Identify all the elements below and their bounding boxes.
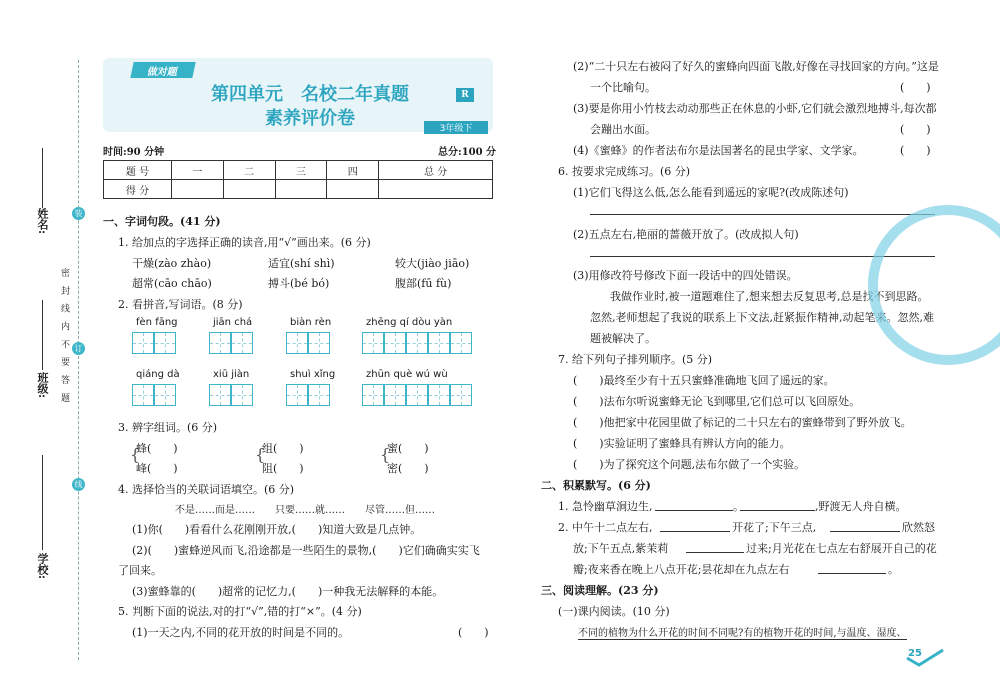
school-line xyxy=(42,455,43,550)
memorize-2d: 放;下午五点,紫茉莉 xyxy=(573,542,669,555)
score-header: 三 xyxy=(275,161,327,180)
answer-paren[interactable]: ( ) xyxy=(900,123,931,136)
cut-line xyxy=(78,60,79,660)
section-2-heading: 二、积累默写。(6 分) xyxy=(541,479,651,492)
q4-line[interactable]: (1)你( )看看什么花刚刚开放,( )知道大致是几点钟。 xyxy=(132,523,422,536)
write-box-group[interactable] xyxy=(132,332,176,354)
memorize-1c: ,野渡无人舟自横。 xyxy=(815,500,907,513)
binding-margin xyxy=(0,0,95,695)
q1-item[interactable]: 适宜(shí shì) xyxy=(268,257,335,270)
q1-item[interactable]: 较大(jiào jiāo) xyxy=(395,257,470,270)
seal-circle-2: 订 xyxy=(72,342,85,355)
q3-item[interactable]: 阻( ) xyxy=(262,462,304,475)
pinyin: qiáng dà xyxy=(136,369,180,380)
name-label: 姓名: xyxy=(36,208,49,235)
name-line xyxy=(42,148,43,208)
pinyin: zhēng qí dòu yàn xyxy=(366,317,453,328)
answer-line[interactable] xyxy=(590,214,935,215)
memorize-2b: 开花了;下午三点, xyxy=(732,521,817,534)
section-1-heading: 一、字词句段。(41 分) xyxy=(103,215,221,228)
q6-paragraph-line: 题被解决了。 xyxy=(590,332,656,345)
pinyin: jiān chá xyxy=(213,317,253,328)
q3-item[interactable]: 蜜( ) xyxy=(387,442,429,455)
write-box-group[interactable] xyxy=(286,332,330,354)
q6-paragraph-line: 我做作业时,被一道题难住了,想来想去反复思考,总是找不到思路。 xyxy=(610,290,929,303)
reading-subheading: (一)课内阅读。(10 分) xyxy=(558,605,670,618)
q3-item[interactable]: 蜂( ) xyxy=(136,442,178,455)
write-box-group[interactable] xyxy=(132,384,176,406)
blank[interactable] xyxy=(686,552,744,553)
score-table xyxy=(103,160,493,199)
write-box-group[interactable] xyxy=(286,384,330,406)
seal-circle-3: 线 xyxy=(72,478,85,491)
score-row-label: 得 分 xyxy=(104,180,172,199)
memorize-2f: 瓣;夜来香在晚上八点开花;昙花却在九点左右 xyxy=(573,563,790,576)
blank[interactable] xyxy=(818,573,886,574)
score-cell[interactable] xyxy=(327,180,379,199)
q3-item[interactable]: 密( ) xyxy=(387,462,429,475)
blank[interactable] xyxy=(655,510,733,511)
q5-item: (4)《蜜蜂》的作者法布尔是法国著名的昆虫学家、文学家。 xyxy=(573,144,864,157)
total-label: 总分:100 分 xyxy=(438,147,497,158)
write-box-group[interactable] xyxy=(362,384,472,406)
memorize-1b: 。 xyxy=(733,500,744,513)
section-tag: 做对题 xyxy=(130,62,195,78)
blank[interactable] xyxy=(740,510,815,511)
q5-item: (1)一天之内,不同的花开放的时间是不同的。 xyxy=(132,626,350,639)
q6-item: (1)它们飞得这么低,怎么能看到遥远的家呢?(改成陈述句) xyxy=(573,186,849,199)
question-4: 4. 选择恰当的关联词语填空。(6 分) xyxy=(118,483,295,496)
time-label: 时间:90 分钟 xyxy=(103,147,165,158)
q1-item[interactable]: 超常(cāo chāo) xyxy=(132,277,212,290)
question-5: 5. 判断下面的说法,对的打“√”,错的打“×”。(4 分) xyxy=(118,605,362,618)
page-subtitle: 素养评价卷 xyxy=(265,108,355,129)
q5-item: (3)要是你用小竹枝去动动那些正在休息的小虾,它们就会激烈地搏斗,每次都 xyxy=(573,102,937,115)
seal-text: 密 封 线 内 不 要 答 题 xyxy=(59,268,69,406)
question-3: 3. 辨字组词。(6 分) xyxy=(118,421,218,434)
blank[interactable] xyxy=(660,531,730,532)
page-title: 第四单元 名校二年真题 xyxy=(211,84,409,105)
score-header: 四 xyxy=(327,161,379,180)
q5-item-cont: 一个比喻句。 xyxy=(590,81,656,94)
q6-item: (2)五点左右,艳丽的蔷薇开放了。(改成拟人句) xyxy=(573,228,799,241)
q4-line[interactable]: (2)( )蜜蜂逆风而飞,沿途都是一些陌生的景物,( )它们确确实实飞 xyxy=(132,544,480,557)
q1-item[interactable]: 腹部(fū fù) xyxy=(395,277,452,290)
memorize-2c: 欣然怒 xyxy=(902,521,935,534)
brace: { xyxy=(255,445,266,464)
memorize-2a: 2. 中午十二点左右, xyxy=(558,521,653,534)
score-header: 总 分 xyxy=(379,161,493,180)
brace: { xyxy=(130,445,141,464)
checkmark-icon xyxy=(905,648,945,668)
q4-options: 不是……而是…… 只要……就…… 尽管……但…… xyxy=(175,505,435,516)
page-number: 25 xyxy=(908,648,922,659)
score-cell[interactable] xyxy=(223,180,275,199)
answer-paren[interactable]: ( ) xyxy=(458,626,489,639)
q4-line: 了回来。 xyxy=(118,564,162,577)
q1-item[interactable]: 干燥(zào zhào) xyxy=(132,257,212,270)
score-cell[interactable] xyxy=(172,180,224,199)
q3-item[interactable]: 组( ) xyxy=(262,442,304,455)
section-3-heading: 三、阅读理解。(23 分) xyxy=(541,584,659,597)
q3-item[interactable]: 峰( ) xyxy=(136,462,178,475)
watermark-stamp xyxy=(868,205,1000,365)
pinyin: biàn rèn xyxy=(290,317,332,328)
edition-badge: R xyxy=(456,88,474,102)
class-label: 班级: xyxy=(36,372,49,399)
brace: { xyxy=(380,445,391,464)
answer-paren[interactable]: ( ) xyxy=(900,81,931,94)
score-header: 二 xyxy=(223,161,275,180)
memorize-2g: 。 xyxy=(888,563,899,576)
question-7: 7. 给下列句子排列顺序。(5 分) xyxy=(558,353,713,366)
write-box-group[interactable] xyxy=(209,332,253,354)
class-line xyxy=(42,300,43,370)
memorize-1a: 1. 急怜幽草涧边生, xyxy=(558,500,653,513)
q6-paragraph-line: 忽然,老师想起了我说的联系上下文法,赶紧振作精神,动起笔来。忽然,难 xyxy=(590,311,934,324)
answer-paren[interactable]: ( ) xyxy=(900,144,931,157)
school-label: 学校: xyxy=(36,553,49,580)
blank[interactable] xyxy=(830,531,900,532)
q5-item: (2)“二十只左右被闷了好久的蜜蜂向四面飞散,好像在寻找回家的方向。”这是 xyxy=(573,60,939,73)
score-header: 一 xyxy=(172,161,224,180)
q7-item[interactable]: ( )法布尔听说蜜蜂无论飞到哪里,它们总可以飞回原处。 xyxy=(573,395,861,408)
score-header: 题 号 xyxy=(104,161,172,180)
score-cell[interactable] xyxy=(379,180,493,199)
q6-item: (3)用修改符号修改下面一段话中的四处错误。 xyxy=(573,269,798,282)
question-6: 6. 按要求完成练习。(6 分) xyxy=(558,165,691,178)
question-2: 2. 看拼音,写词语。(8 分) xyxy=(118,298,243,311)
pinyin: zhūn què wú wù xyxy=(366,369,448,380)
q7-item[interactable]: ( )最终至少有十五只蜜蜂准确地飞回了遥远的家。 xyxy=(573,374,835,387)
score-cell[interactable] xyxy=(275,180,327,199)
reading-passage: 不同的植物为什么开花的时间不同呢?有的植物开花的时间,与温度、湿度、 xyxy=(578,624,907,640)
question-1: 1. 给加点的字选择正确的读音,用“√”画出来。(6 分) xyxy=(118,236,371,249)
pinyin: xiū jiàn xyxy=(213,369,250,380)
q7-item[interactable]: ( )为了探究这个问题,法布尔做了一个实验。 xyxy=(573,458,806,471)
pinyin: shuì xǐng xyxy=(290,369,336,380)
q1-item[interactable]: 搏斗(bé bó) xyxy=(268,277,330,290)
write-box-group[interactable] xyxy=(209,384,253,406)
pinyin: fèn fāng xyxy=(136,317,178,328)
q7-item[interactable]: ( )实验证明了蜜蜂具有辨认方向的能力。 xyxy=(573,437,791,450)
q7-item[interactable]: ( )他把家中花园里做了标记的二十只左右的蜜蜂带到了野外放飞。 xyxy=(573,416,912,429)
write-box-group[interactable] xyxy=(362,332,472,354)
seal-circle-1: 装 xyxy=(72,207,85,220)
grade-badge: 3年级下 xyxy=(424,121,488,134)
q4-line[interactable]: (3)蜜蜂靠的( )超常的记忆力,( )一种我无法解释的本能。 xyxy=(132,585,444,598)
memorize-2e: 过来;月光花在七点左右舒展开自己的花 xyxy=(746,542,937,555)
q5-item-cont: 会蹦出水面。 xyxy=(590,123,656,136)
